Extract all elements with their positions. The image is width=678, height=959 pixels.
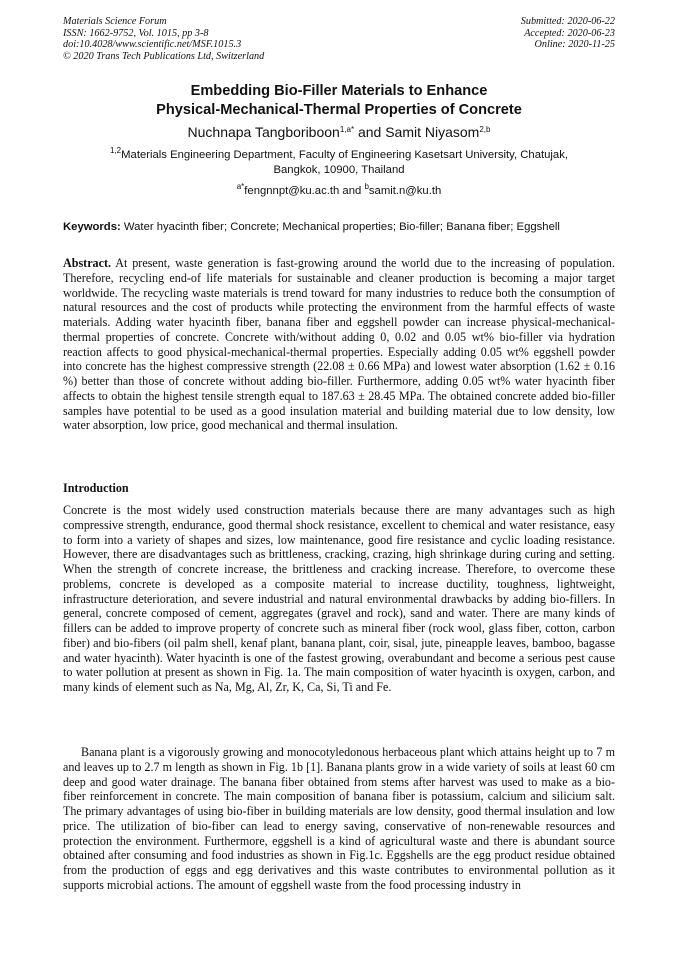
email-a: fengnnpt@ku.ac.th: [244, 185, 340, 197]
title-line-2: Physical-Mechanical-Thermal Properties of Concrete: [156, 102, 522, 118]
date-online: Online: 2020-11-25: [534, 39, 615, 51]
author-2-affil: 2,b: [479, 125, 491, 134]
affiliation-line-1: Materials Engineering Department, Faculty of Engineering Kasetsart University, Chatujak,: [121, 149, 568, 161]
keywords-label: Keywords:: [63, 221, 121, 233]
paper-title: [40, 82, 638, 120]
date-submitted: Submitted: 2020-06-22: [520, 16, 615, 27]
author-2: Samit Niyasom: [385, 124, 480, 140]
journal-name: Materials Science Forum: [63, 16, 167, 27]
journal-info: [63, 16, 264, 62]
abstract-label: Abstract.: [63, 256, 112, 270]
abstract: [63, 256, 615, 433]
keywords-text: Water hyacinth fiber; Concrete; Mechanical properties; Bio-filler; Banana fiber; Eggshell: [120, 221, 560, 233]
abstract-text: At present, waste generation is fast-growing around the world due to the increasing of population. Therefore, recycling end-of life materials for sustainable and cleaner production is becoming a major target worldwide. The recycling waste materials is trend toward for many industries to reduce both the consumption of natural resources and the cost of products while protecting the environment from the harmful effects of waste materials. Adding water hyacinth fiber, banana fiber and eggshell powder can increase physical-mechanical-thermal properties of concrete. Concrete with/without adding 0, 0.02 and 0.05 wt% bio-filler via hydration reaction affects to good physical-mechanical-thermal properties. Especially adding 0.05 wt% eggshell powder into concrete has the highest compressive strength (22.08 ± 0.66 MPa) and lowest water absorption (1.62 ± 0.16 %) better than those of concrete without adding bio-filler. Furthermore, adding 0.05 wt% water hyacinth fiber affects to obtain the highest tensile strength equal to 187.63 ± 28.45 MPa. The obtained concrete added bio-filler samples have potential to be used as a good insulation material and building material due to low density, low water absorption, low price, good mechanical and thermal insulation.: [63, 256, 615, 433]
author-connector: and: [354, 124, 386, 140]
author-1: Nuchnapa Tangboriboon: [187, 124, 340, 140]
email-b-marker: b: [364, 182, 369, 191]
section-heading-introduction: Introduction: [63, 481, 129, 495]
email-a-marker: a*: [236, 182, 245, 191]
affiliation-line-2: Bangkok, 10900, Thailand: [273, 163, 405, 176]
affiliation-marker: 1,2: [110, 146, 122, 155]
publication-dates: [521, 16, 615, 51]
author-list: [40, 123, 638, 141]
intro-paragraph-2: Banana plant is a vigorously growing and monocotyledonous herbaceous plant which attains height up to 7 m and leaves up to 2.7 m length as shown in Fig. 1b [1]. Banana plants grow in a wide variety of soils at least 60 cm deep and good water drainage. The banana fiber obtained from stems after harvest was used to make as a bio-fiber reinforcement in concrete. The main composition of banana fiber is potassium, calcium and silicium salt. The primary advantages of using bio-fiber in building materials are low density, good thermal insulation and low price. The utilization of bio-fiber can lead to energy saving, conservative of non-renewable resources and protection the environment. Furthermore, eggshell is a kind of agricultural waste and there is abundant source obtained after consuming and food industries as shown in Fig.1c. Eggshells are the egg product residue obtained from the production of eggs and egg derivatives and this waste contributes to environmental pollution as it supports microbial actions. The amount of eggshell waste from the food processing industry in: [63, 745, 615, 892]
journal-copyright: © 2020 Trans Tech Publications Ltd, Switzerland: [63, 50, 265, 62]
author-emails: [40, 184, 638, 198]
affiliation: [70, 148, 608, 177]
journal-issn: ISSN: 1662-9752, Vol. 1015, pp 3-8: [63, 27, 209, 39]
journal-doi: doi:10.4028/www.scientific.net/MSF.1015.3: [63, 39, 242, 51]
title-line-1: Embedding Bio-Filler Materials to Enhance: [190, 83, 488, 99]
intro-paragraph-1: Concrete is the most widely used construction materials because there are many advantages such as high compressive strength, endurance, good thermal shock resistance, excellent to chemical and water resistance, easy to form into a variety of shapes and sizes, low maintenance, good fire resistance and cyclic loading resistance. However, there are disadvantages such as brittleness, cracking, crazing, high shrinkage during curing and setting. When the strength of concrete increase, the brittleness and cracking increase. Therefore, to overcome these problems, concrete is developed as a composite material to increase ductility, toughness, lightweight, infrastructure deterioration, and severe industrial and natural environmental drawbacks by adding bio-fillers. In general, concrete composed of cement, aggregates (gravel and rock), sand and water. There are many kinds of fillers can be added to improve property of concrete such as mineral fiber (rock wool, glass fiber, cotton, carbon fiber) and bio-fibers (oil palm shell, kenaf plant, banana plant, coir, sisal, jute, pineapple leaves, bamboo, bagasse and water hyacinth). Water hyacinth is one of the fastest growing, overabundant and become a serious pest cause to water pollution at present as shown in Fig. 1a. The main composition of water hyacinth is oxygen, carbon, and many kinds of element such as Na, Mg, Al, Zr, K, Ca, Si, Ti and Fe.: [63, 503, 615, 694]
email-connector: and: [339, 185, 365, 197]
email-b: samit.n@ku.th: [368, 185, 442, 197]
date-accepted: Accepted: 2020-06-23: [524, 27, 615, 39]
keywords: [63, 220, 618, 234]
author-1-affil: 1,a*: [339, 125, 355, 134]
